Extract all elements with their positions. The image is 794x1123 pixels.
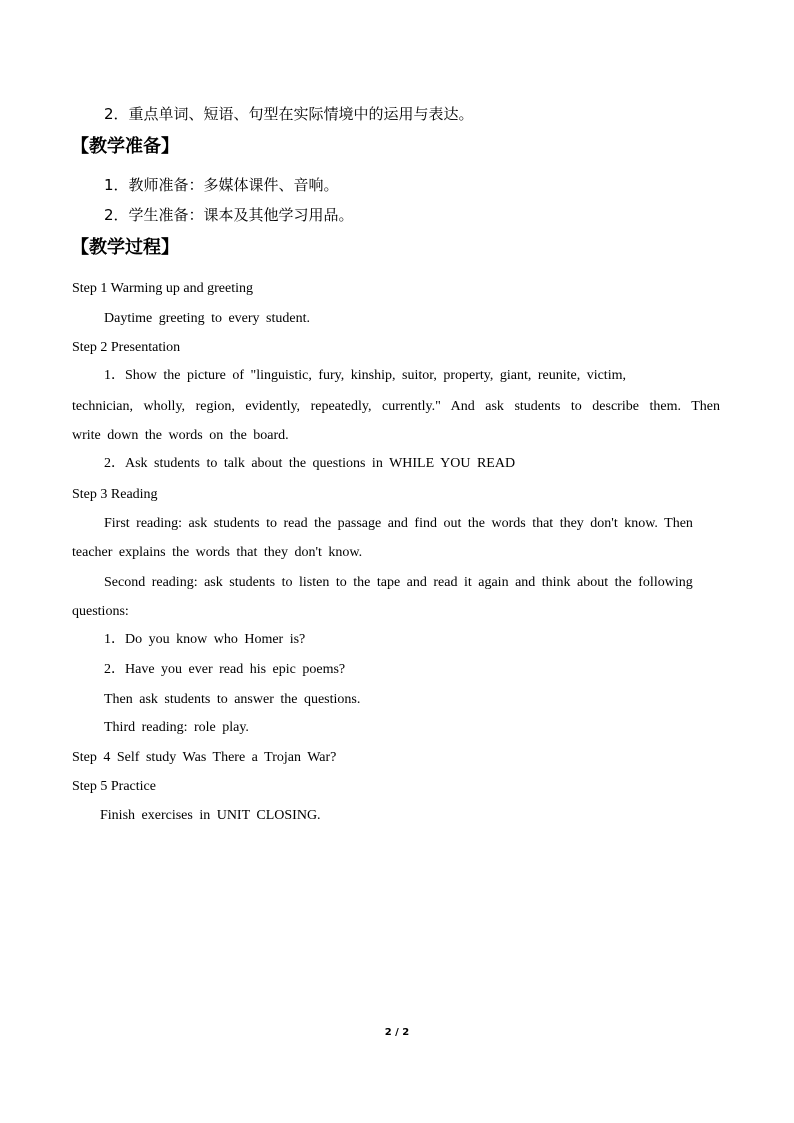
step-3-answer: Then ask students to answer the questions.: [104, 692, 361, 707]
step-3-second-reading-line-1: Second reading: ask students to listen to the tape and read it again and think about the following: [104, 575, 693, 590]
step-1-title: Step 1 Warming up and greeting: [72, 281, 253, 296]
step-1-body: Daytime greeting to every student.: [104, 311, 310, 326]
objective-2: 2．重点单词、短语、句型在实际情境中的运用与表达。: [104, 105, 474, 123]
step-5-body: Finish exercises in UNIT CLOSING.: [100, 808, 321, 823]
step-2-item-2: 2．Ask students to talk about the questions in WHILE YOU READ: [104, 456, 516, 471]
page-number: 2 / 2: [384, 1027, 410, 1038]
step-3-second-reading-line-2: questions:: [72, 604, 129, 619]
step-3-third-reading: Third reading: role play.: [104, 720, 249, 735]
section-heading-process: 【教学过程】: [71, 237, 179, 258]
step-3-question-1: 1．Do you know who Homer is?: [104, 632, 306, 647]
step-2-item-1-line-3: write down the words on the board.: [72, 428, 289, 443]
preparation-item-2: 2．学生准备：课本及其他学习用品。: [104, 206, 354, 224]
section-heading-preparation: 【教学准备】: [71, 136, 179, 157]
step-3-title: Step 3 Reading: [72, 487, 158, 502]
step-3-first-reading-line-1: First reading: ask students to read the passage and find out the words that they don't know. Then: [104, 516, 693, 531]
step-3-question-2: 2．Have you ever read his epic poems?: [104, 662, 346, 677]
step-5-title: Step 5 Practice: [72, 779, 156, 794]
step-2-item-1-line-1: 1．Show the picture of "linguistic, fury, kinship, suitor, property, giant, reunite, victim,: [104, 368, 626, 383]
step-2-item-1-line-2: technician, wholly, region, evidently, repeatedly, currently." And ask students to describe them. Then: [72, 399, 720, 414]
preparation-item-1: 1．教师准备：多媒体课件、音响。: [104, 176, 339, 194]
step-3-first-reading-line-2: teacher explains the words that they don't know.: [72, 545, 363, 560]
step-2-title: Step 2 Presentation: [72, 340, 181, 355]
step-4-title: Step 4 Self study Was There a Trojan War?: [72, 750, 337, 765]
